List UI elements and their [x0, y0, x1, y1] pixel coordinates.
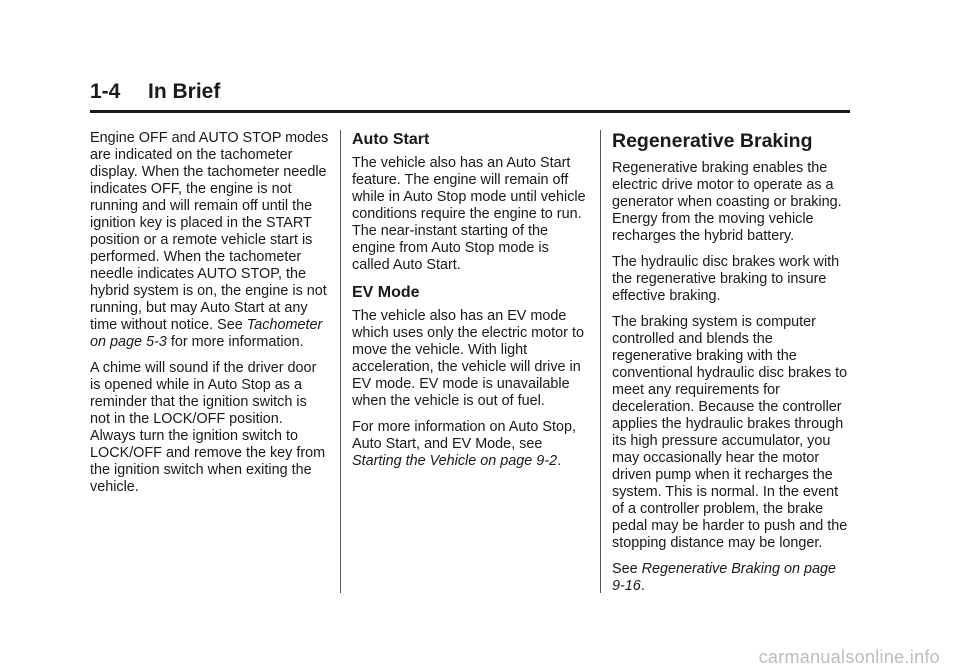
column-middle: [352, 130, 590, 479]
paragraph-engine-off-tail: for more information.: [166, 334, 304, 350]
watermark: carmanualsonline.info: [758, 647, 940, 667]
paragraph-chime: A chime will sound if the driver door is opened while in Auto Stop as a reminder that the ignition switch is not in the LOCK/OFF position. Always turn the ignition switch to LOCK/OFF and remove the key from the ignition switch when exiting the vehicle.: [90, 360, 326, 495]
paragraph-more-info: [352, 419, 590, 470]
paragraph-more-info-text: For more information on Auto Stop, Auto Start, and EV Mode, see: [352, 419, 576, 452]
section-title: In Brief: [148, 80, 221, 103]
paragraph-engine-off-text: Engine OFF and AUTO STOP modes are indicated on the tachometer display. When the tachometer needle indicates OFF, the engine is not running and will remain off until the ignition key is placed in the START position or a remote vehicle start is performed. When the tachometer needle indicates AUTO STOP, the hybrid system is on, the engine is not running, but may Auto Start at any time without notice. See: [90, 130, 329, 333]
column-left: [90, 130, 330, 505]
paragraph-ev-mode: The vehicle also has an EV mode which uses only the electric motor to move the vehicle. With light acceleration, the vehicle will drive in EV mode. EV mode is unavailable when the vehicle is out of fuel.: [352, 308, 584, 409]
tachometer-link[interactable]: Tachometer on page 5-3: [90, 317, 323, 350]
column-divider: [600, 130, 601, 593]
regenerative-braking-link[interactable]: Regenerative Braking on page 9-16: [612, 561, 837, 594]
column-divider: [340, 130, 341, 593]
page-header: [90, 80, 850, 113]
paragraph-more-info-tail: .: [557, 453, 562, 469]
page-number: 1-4: [90, 80, 121, 103]
paragraph-regen-see-text: See: [612, 561, 642, 577]
paragraph-regen-3: The braking system is computer controlled and blends the regenerative braking with the conventional hydraulic disc brakes to meet any requirements for deceleration. Because the controller applies the hydraulic brakes through its high pressure accumulator, you may occasionally hear the motor driven pump when it recharges the system. This is normal. In the event of a controller problem, the brake pedal may be harder to push and the stopping distance may be longer.: [612, 314, 848, 551]
starting-vehicle-link[interactable]: Starting the Vehicle on page 9-2: [352, 453, 558, 469]
paragraph-auto-start: The vehicle also has an Auto Start feature. The engine will remain off while in Auto Stop mode until vehicle conditions require the engine to run. The near-instant starting of the engine from Auto Stop mode is called Auto Start.: [352, 155, 586, 273]
paragraph-regen-1: Regenerative braking enables the electric drive motor to operate as a generator when coasting or braking. Energy from the moving vehicle recharges the hybrid battery.: [612, 160, 842, 244]
paragraph-regen-see: [612, 561, 852, 595]
paragraph-regen-2: The hydraulic disc brakes work with the regenerative braking to insure effective braking.: [612, 254, 840, 304]
auto-start-heading: Auto Start: [352, 131, 430, 148]
paragraph-regen-see-tail: .: [640, 578, 645, 594]
regenerative-braking-heading: Regenerative Braking: [612, 130, 813, 152]
ev-mode-heading: EV Mode: [352, 284, 420, 301]
column-right: [612, 130, 852, 604]
paragraph-engine-off: [90, 130, 330, 351]
